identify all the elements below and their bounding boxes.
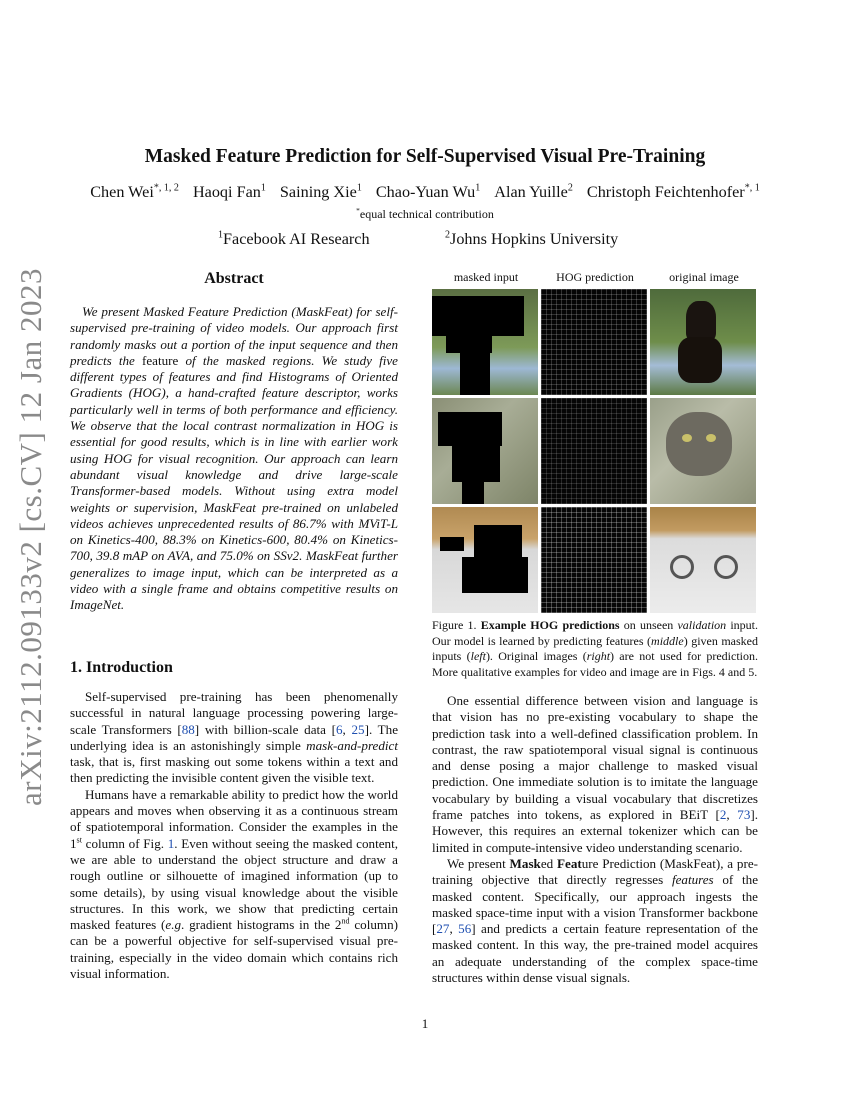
author: Chen Wei$^{*, 1, 2}$ [90, 182, 179, 201]
citation-link[interactable]: 2 [719, 807, 727, 823]
hog-prediction-cassette [541, 507, 647, 613]
citation-link[interactable]: 27 [436, 921, 450, 937]
figure-link[interactable]: 1 [167, 835, 175, 851]
section-heading-introduction: 1. Introduction [70, 659, 173, 676]
left-column-text [70, 689, 398, 982]
citation-link[interactable]: 25 [351, 721, 365, 737]
affiliation-jhu: $^2$Johns Hopkins University [445, 229, 619, 248]
author: Haoqi Fan$^1$ [192, 182, 266, 201]
original-cassette-image [650, 507, 756, 613]
citation-link[interactable]: 73 [737, 807, 751, 823]
original-dog-image [650, 289, 756, 395]
hog-prediction-dog [541, 289, 647, 395]
affiliation-fair: $^1$Facebook AI Research [218, 229, 370, 248]
column-header-masked-input: masked input [453, 270, 519, 284]
paper-title: Masked Feature Prediction for Self-Supervised Visual Pre-Training [144, 146, 706, 167]
author: Saining Xie$^1$ [279, 182, 362, 201]
column-header-hog-prediction: HOG prediction [556, 270, 634, 284]
masked-cassette-image [432, 507, 538, 613]
arxiv-identifier [6, 268, 56, 806]
equal-contribution-note: *equal technical contribution [356, 206, 494, 221]
right-column-text [432, 693, 758, 986]
page-number: 1 [421, 1016, 429, 1031]
masked-cat-image [432, 398, 538, 504]
column-header-original-image: original image [669, 270, 739, 284]
citation-link[interactable]: 6 [336, 721, 343, 737]
author: Alan Yuille$^2$ [494, 182, 573, 201]
paragraph: Humans have a remarkable ability to predict how the world appears and moves when observing it as a continuous stream of spatiotemporal information. Consider the examples in the 1st column of Fig. 1. Even without seeing the masked content, we are able to understand the object structure and draw a rough outline or silhouette of imagined information (up to some details), by using visual knowledge about the visible structures. In this work, we show that predicting certain masked features (e.g. gradient histograms in the 2nd column) can be a powerful objective for self-supervised visual pre-training, especially in the video domain which contains rich visual information. [70, 786, 398, 982]
abstract-heading: Abstract [204, 270, 264, 287]
citation-link[interactable]: 88 [181, 721, 195, 737]
figure-1-caption: Figure 1. Example HOG predictions on unseen validation input. Our model is learned by predicting features (middle) given masked inputs (left). Original images (right) are not used for prediction. More qualitative examples for video and image are in Figs. 4 and 5. [432, 618, 759, 679]
original-cat-image [650, 398, 756, 504]
masked-dog-image [432, 289, 538, 395]
author: Chao-Yuan Wu$^1$ [375, 182, 481, 201]
paragraph: One essential difference between vision and language is that vision has no pre-existing vocabulary to shape the prediction task into a well-defined classification problem. In contrast, the raw spatiotemporal visual signal is continuous and dense posing a major challenge to masked visual prediction. One immediate solution is to imitate the language vocabulary by building a visual vocabulary that discretizes frame patches into tokens, as explored in BEiT [2, 73]. However, this requires an external tokenizer which can be limited in compute-intensive video understanding scenario. [432, 693, 759, 855]
paragraph: We present Masked Feature Prediction (MaskFeat), a pre-training objective that directly regresses features of the masked content. Specifically, our approach ingests the masked space-time input with a vision Transformer backbone [27, 56] and predicts a certain feature representation of the masked content. In this way, the pre-trained model acquires an adequate understanding of the complex space-time structures within dense visual signals. [432, 855, 759, 986]
arxiv-identifier-text: arXiv:2112.09133v2 [cs.CV] 12 Jan 2023 [13, 268, 48, 806]
abstract-body: We present Masked Feature Prediction (MaskFeat) for self-supervised pre-training of video models. Our approach first randomly masks out a portion of the input sequence and then predicts the feature of the masked regions. We study five different types of features and find Histograms of Oriented Gradients (HOG), a hand-crafted feature descriptor, works particularly well in terms of both performance and efficiency. We observe that the local contrast normalization in HOG is essential for good results, which is in line with earlier work using HOG for visual recognition. Our approach can learn abundant visual knowledge and drive large-scale Transformer-based models. Without using extra model weights or supervision, MaskFeat pre-trained on unlabeled videos achieves unprecedented results of 86.7% with MViT-L on Kinetics-400, 88.3% on Kinetics-600, 80.4% on Kinetics-700, 39.8 mAP on AVA, and 75.0% on SSv2. MaskFeat further generalizes to image input, which can be interpreted as a video with a single frame and obtains competitive results on ImageNet. [70, 304, 398, 613]
author-list [0, 183, 850, 202]
hog-prediction-cat [541, 398, 647, 504]
paragraph: Self-supervised pre-training has been phenomenally successful in natural language processing powering large-scale Transformers [88] with billion-scale data [6, 25]. The underlying idea is an astonishingly simple mask-and-predict task, that is, first masking out some tokens within a text and then predicting the invisible content given the visible text. [70, 689, 399, 786]
citation-link[interactable]: 56 [458, 921, 472, 937]
author: Christoph Feichtenhofer$^{*, 1}$ [586, 182, 760, 201]
